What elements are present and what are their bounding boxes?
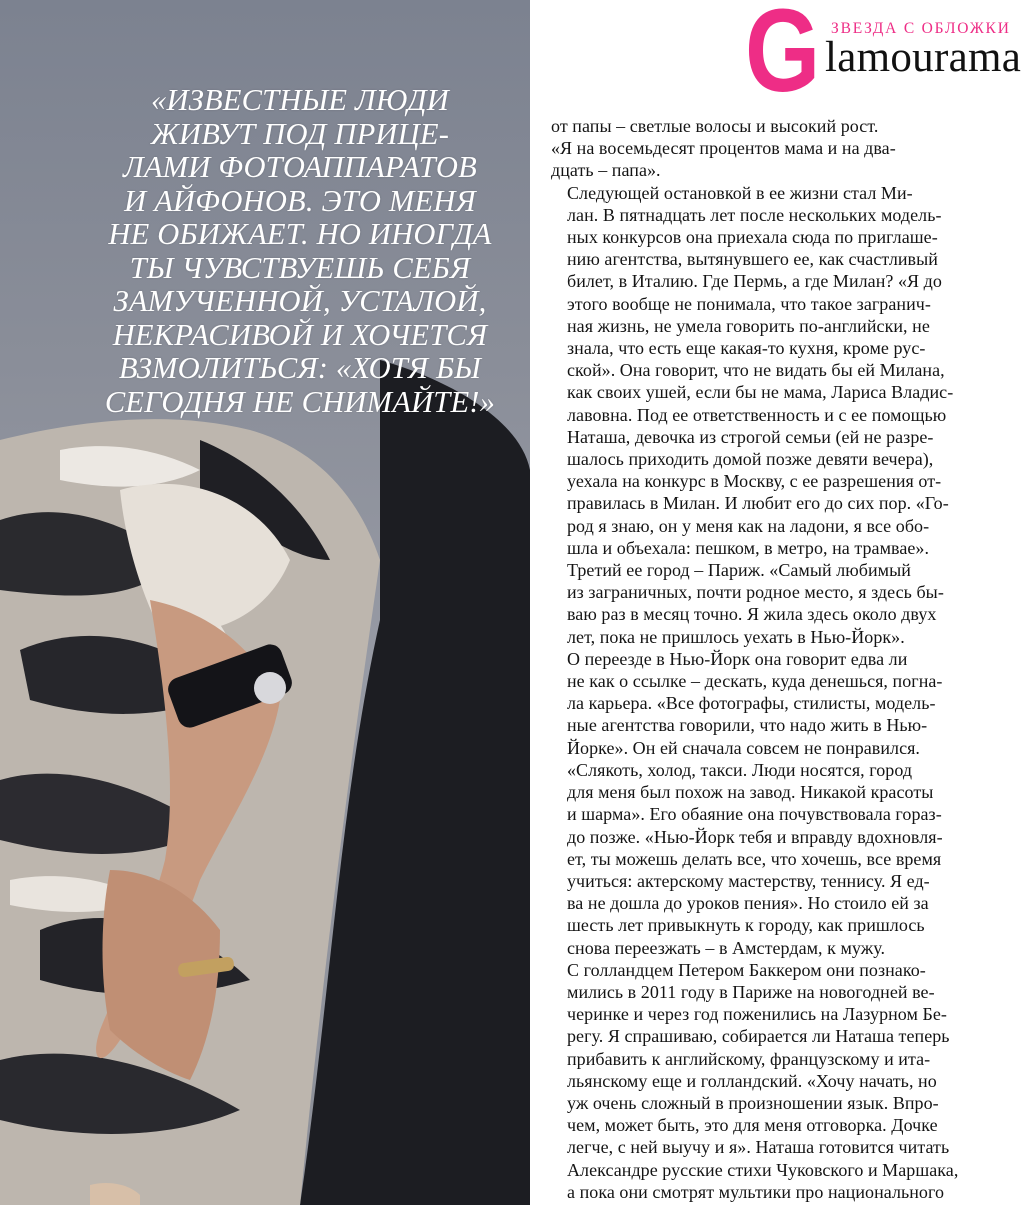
text-line: мились в 2011 году в Париже на новогодней ве- (567, 981, 935, 1002)
text-line: из заграничных, почти родное место, я здесь бы- (567, 582, 944, 603)
text-line: Наташа, девочка из строгой семьи (ей не разре- (567, 426, 934, 447)
article-paragraph (551, 115, 991, 182)
section-brand: lamourama (825, 34, 1022, 81)
pull-quote-line: «ИЗВЕСТНЫЕ ЛЮДИ (151, 83, 449, 117)
text-line: ет, ты можешь делать все, что хочешь, все время (567, 848, 942, 869)
pull-quote-line: ЗАМУЧЕННОЙ, УСТАЛОЙ, (113, 284, 487, 318)
text-line: род я знаю, он у меня как на ладони, я все обо- (567, 515, 930, 536)
pull-quote (70, 84, 530, 419)
article-paragraph (551, 959, 991, 1203)
text-line: «Слякоть, холод, такси. Люди носятся, город (567, 759, 913, 780)
text-line: лет, пока не пришлось уехать в Нью-Йорк». (567, 626, 905, 647)
text-line: снова переезжать – в Амстердам, к мужу. (567, 937, 886, 958)
text-line: лавовна. Под ее ответственность и с ее помощью (567, 404, 947, 425)
text-line: прибавить к английскому, французскому и ита- (567, 1048, 931, 1069)
text-line: а пока они смотрят мультики про национального (567, 1181, 945, 1202)
pull-quote-line: НЕКРАСИВОЙ И ХОЧЕТСЯ (112, 317, 488, 352)
text-line: ные агентства говорили, что надо жить в Нью- (567, 715, 928, 736)
section-header (745, 0, 1031, 117)
text-line: регу. Я спрашиваю, собирается ли Наташа теперь (567, 1026, 950, 1047)
text-line: Александре русские стихи Чуковского и Маршака, (567, 1159, 959, 1180)
section-label: ЗВЕЗДА С ОБЛОЖКИ (831, 20, 1011, 37)
text-line: льянскому еще и голландский. «Хочу начать, но (567, 1070, 937, 1091)
text-line: Третий ее город – Париж. «Самый любимый (567, 560, 911, 581)
text-line: шалось приходить домой позже девяти вечера), (567, 449, 934, 470)
text-line: уж очень сложный в произношении язык. Впро- (567, 1092, 939, 1113)
text-line: билет, в Италию. Где Пермь, а где Милан? «Я до (567, 271, 942, 292)
pull-quote-line: И АЙФОНОВ. ЭТО МЕНЯ (124, 183, 476, 218)
text-line: для меня был похож на завод. Никакой красоты (567, 782, 934, 803)
text-line: не как о ссылке – дескать, куда денешься, погна- (567, 671, 943, 692)
text-line: Следующей остановкой в ее жизни стал Ми- (567, 182, 913, 203)
text-line: как своих ушей, если бы не мама, Лариса Владис- (567, 382, 954, 403)
article-paragraph (551, 648, 991, 959)
text-line: О переезде в Нью-Йорк она говорит едва ли (567, 648, 908, 669)
text-line: уехала на конкурс в Москву, с ее разрешения от- (567, 471, 942, 492)
text-line: лан. В пятнадцать лет после нескольких модель- (567, 204, 942, 225)
text-line: дцать – папа». (551, 160, 661, 181)
text-line: до позже. «Нью-Йорк тебя и вправду вдохновля- (567, 826, 943, 847)
text-line: чем, может быть, это для меня отговорка. Дочке (567, 1115, 938, 1136)
article-paragraph (551, 182, 991, 559)
text-line: ской». Она говорит, что не видать бы ей Милана, (567, 360, 945, 381)
article-body (551, 115, 991, 1203)
text-line: «Я на восемьдесят процентов мама и на два- (551, 138, 896, 159)
text-line: и шарма». Его обаяние она почувствовала гораз- (567, 804, 942, 825)
text-line: ла карьера. «Все фотографы, стилисты, модель- (567, 693, 936, 714)
text-line: этого вообще не понимала, что такое загранич- (567, 293, 931, 314)
pull-quote-line: ТЫ ЧУВСТВУЕШЬ СЕБЯ (129, 250, 471, 285)
text-line: шла и объехала: пешком, в метро, на трамвае». (567, 537, 930, 558)
text-line: Йорке». Он ей сначала совсем не понравился. (567, 737, 920, 758)
text-line: шесть лет привыкнуть к городу, как пришлось (567, 915, 925, 936)
text-line: ных конкурсов она приехала сюда по приглаше- (567, 227, 938, 248)
text-line: ва не дошла до уроков пения». Но стоило ей за (567, 893, 929, 914)
text-line: С голландцем Петером Баккером они познако- (567, 959, 926, 980)
pull-quote-line: ЛАМИ ФОТОАППАРАТОВ (123, 150, 477, 184)
text-line: учиться: актерскому мастерству, теннису. Я ед- (567, 870, 930, 891)
text-line: ваю раз в месяц точно. Я жила здесь около двух (567, 604, 937, 625)
text-line: нию агентства, вытянувшего ее, как счастливый (567, 249, 938, 270)
pull-quote-line: НЕ ОБИЖАЕТ. НО ИНОГДА (108, 217, 492, 251)
text-line: легче, с ней выучу и я». Наташа готовится читать (567, 1137, 950, 1158)
text-line: знала, что есть еще какая-то кухня, кроме рус- (567, 338, 926, 359)
text-line: от папы – светлые волосы и высокий рост. (551, 116, 879, 136)
pull-quote-line: ЖИВУТ ПОД ПРИЦЕ- (150, 116, 450, 151)
pull-quote-line: СЕГОДНЯ НЕ СНИМАЙТЕ!» (104, 384, 496, 419)
text-line: ная жизнь, не умела говорить по-английски, не (567, 315, 930, 336)
text-line: правилась в Милан. И любит его до сих пор. «Го- (567, 493, 949, 514)
article-paragraph (551, 559, 991, 648)
logo-letter: G (745, 0, 821, 117)
pull-quote-line: ВЗМОЛИТЬСЯ: «ХОТЯ БЫ (118, 351, 482, 385)
text-line: черинке и через год поженились на Лазурном Бе- (567, 1004, 947, 1025)
